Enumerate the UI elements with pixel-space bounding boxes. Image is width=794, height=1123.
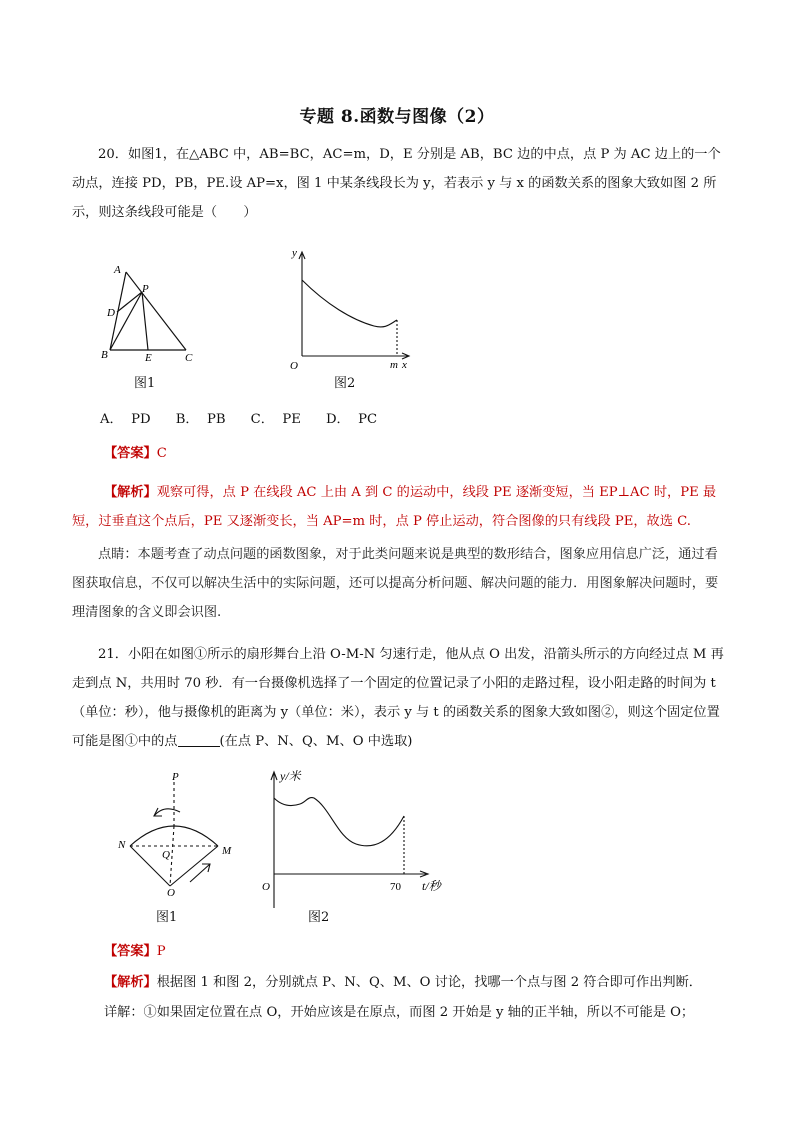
q21-figure-1-stage [112, 768, 242, 898]
label-N: N [118, 839, 126, 851]
q21-figure-2-caption: 图2 [308, 910, 330, 925]
q20-answer: C [156, 446, 167, 461]
page-title: 专题 8.函数与图像（2） [299, 107, 495, 127]
q21-detail: 详解：①如果固定位置在点 O，开始应该是在原点，而图 2 开始是 y 轴的正半轴，所以不可能是 O； [104, 1005, 695, 1020]
axis-t-label: t/秒 [422, 879, 441, 893]
axis-x-label: x [402, 359, 407, 371]
q21-analysis [104, 968, 724, 997]
question-21-text [72, 640, 724, 756]
q21-answer: P [156, 944, 166, 959]
q21-analysis-text: 根据图 1 和图 2，分别就点 P、N、Q、M、O 讨论，找哪一个点与图 2 符合即可作出判断． [156, 975, 702, 990]
q20-figure-2-caption: 图2 [334, 376, 356, 391]
q20-figure-1-caption: 图1 [134, 376, 156, 391]
q20-answer-row [104, 442, 167, 461]
q20-analysis [72, 478, 724, 536]
analysis-tag: 【解析】 [104, 975, 157, 990]
origin-label: O [290, 360, 298, 372]
question-20-text: 20．如图1，在△ABC 中，AB=BC，AC=m，D，E 分别是 AB，BC 边的中点，点 P 为 AC 边上的一个动点，连接 PD，PB，PE.设 AP=x，图 1 中某条线段长为 y，若表示 y 与 x 的函数关系的图象大致如图 2 所示，则这条线段可能是（ ） [72, 147, 721, 220]
analysis-tag: 【解析】 [104, 485, 157, 500]
label-P: P [142, 283, 149, 295]
answer-tag: 【答案】 [104, 446, 157, 461]
q21-text-part1: 21．小阳在如图①所示的扇形舞台上沿 O-M-N 匀速行走，他从点 O 出发，沿箭头所示的方向经过点 M 再走到点 N，共用时 70 秒．有一台摄像机选择了一个固定的位置记录了小阳的走路过程，设小阳走路的时间为 t（单位：秒），他与摄像机的距离为 y（单位：米），表示 y 与 t 的函数关系的图象大致如图②，则这个固定位置可能是图①中的点 [72, 647, 724, 749]
label-D: D [107, 307, 115, 319]
label-C: C [185, 352, 193, 364]
q20-figure-1-triangle [96, 262, 206, 368]
q20-analysis-text: 观察可得，点 P 在线段 AC 上由 A 到 C 的运动中，线段 PE 逐渐变短，当 EP⊥AC 时，PE 最短，过垂直这个点后，PE 又逐渐变长，当 AP=m 时，点 P 停止运动，符合图像的只有线段 PE，故选 C. [72, 485, 717, 529]
label-P: P [172, 771, 179, 783]
q21-answer-row [104, 940, 166, 959]
m-label: m [390, 359, 398, 371]
label-A: A [114, 264, 121, 276]
label-E: E [145, 352, 152, 364]
q20-comment: 点睛：本题考查了动点问题的函数图象，对于此类问题来说是典型的数形结合，图象应用信息广泛，通过看图获取信息，不仅可以解决生活中的实际问题，还可以提高分析问题、解决问题的能力．用图象解决问题时，要理清图象的含义即会识图. [72, 547, 719, 620]
answer-blank [178, 732, 220, 747]
q21-figure-1-caption: 图1 [156, 910, 178, 925]
label-B: B [101, 349, 108, 361]
answer-tag: 【答案】 [104, 944, 157, 959]
origin-label: O [262, 881, 270, 893]
axis-y-label: y/米 [280, 769, 301, 783]
q20-figure-2-graph [286, 244, 416, 374]
label-Q: Q [162, 849, 170, 861]
axis-y-label: y [292, 247, 297, 259]
q21-text-part2: (在点 P、N、Q、M、O 中选取) [219, 734, 413, 749]
q21-figure-2-graph [254, 768, 454, 908]
tick-70: 70 [390, 881, 401, 893]
label-O: O [167, 887, 175, 898]
q20-choices: A． PD B． PB C． PE D． PC [100, 412, 378, 427]
label-M: M [222, 845, 232, 857]
